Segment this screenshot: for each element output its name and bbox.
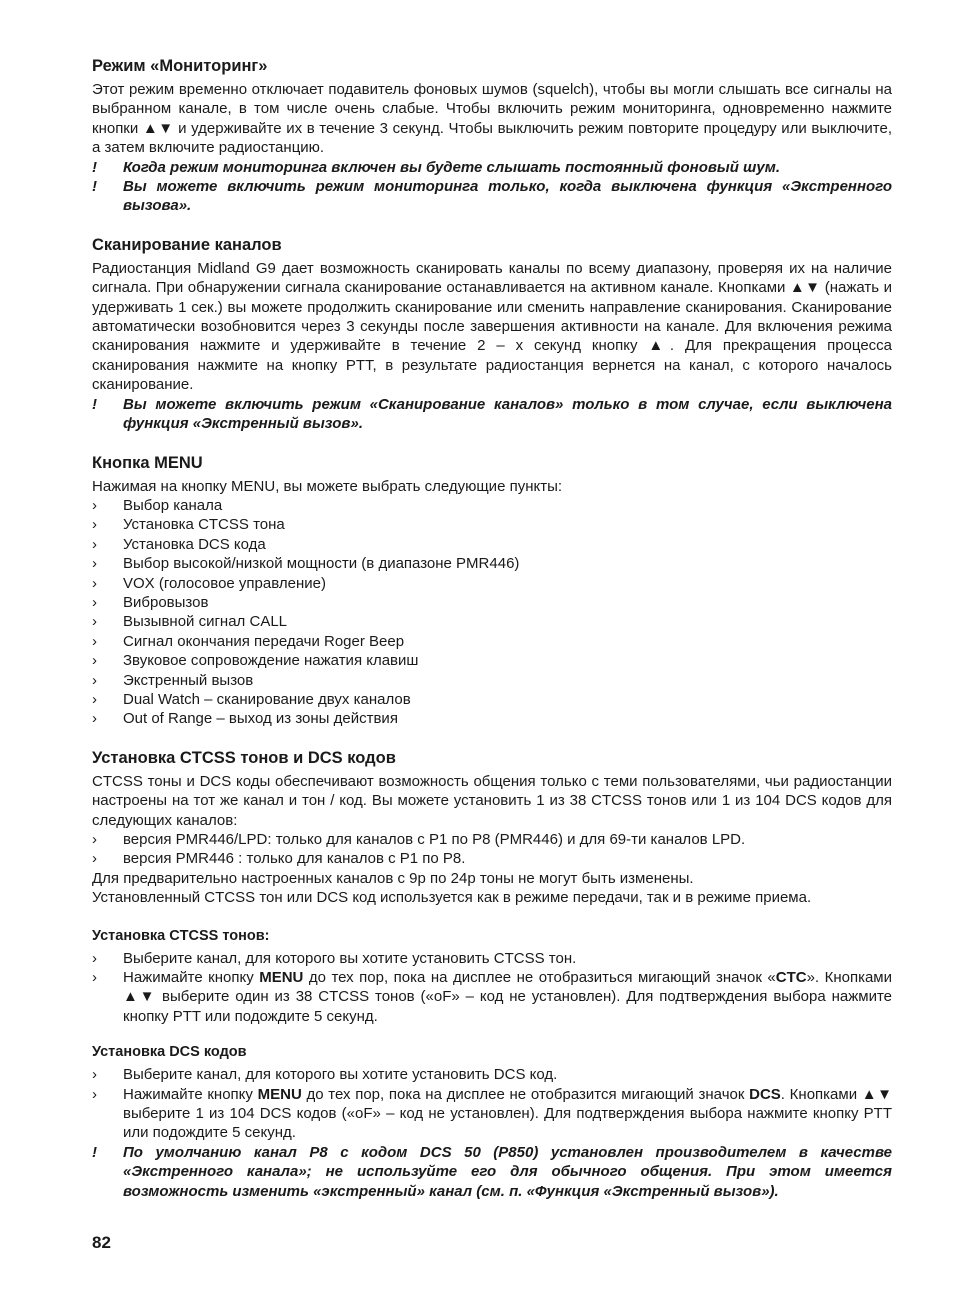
section-title-scanning: Сканирование каналов	[92, 235, 282, 254]
bullet-icon: ›	[92, 710, 97, 728]
dcs-steps-list	[92, 1065, 892, 1143]
section-title-menu: Кнопка MENU	[92, 453, 203, 472]
list-item: › Установка CTCSS тона	[92, 516, 285, 534]
section-scanning	[92, 235, 892, 434]
list-item: › Out of Range – выход из зоны действия	[92, 710, 398, 728]
bullet-icon: ›	[92, 671, 97, 689]
list-item: › Выбор канала	[92, 496, 223, 514]
exclamation-mark: !	[92, 158, 97, 176]
page-number: 82	[92, 1233, 111, 1252]
bullet-icon: ›	[92, 593, 97, 611]
section-ctcss-dcs	[92, 748, 892, 908]
warning-text: Вы можете включить режим мониторинга только, когда выключена функция «Экстренного вызова».	[123, 178, 892, 215]
list-item: › Выбор высокой/низкой мощности (в диапазоне PMR446)	[92, 555, 520, 573]
exclamation-mark: !	[92, 395, 97, 413]
section-title-ctcss-dcs: Установка CTCSS тонов и DCS кодов	[92, 748, 396, 767]
list-item: › VOX (голосовое управление)	[92, 574, 326, 592]
bullet-icon: ›	[92, 1066, 97, 1084]
ctcss-dcs-body: CTCSS тоны и DCS коды обеспечивают возможность общения только с теми пользователями, чьи радиостанции настроены на тот же канал и тон / код. Вы можете установить 1 из 38 CTCSS тонов или 1 из 104 DCS кодов для следующих каналов:	[92, 772, 892, 829]
list-item: › Нажимайте кнопку MENU до тех пор, пока на дисплее не отобразиться мигающий значок «CTC». Кнопками ▲▼ выберите один из 38 CTCSS тонов («oF» – код не установлен). Для подтверждения выбора нажмите кнопку PTT или подождите 5 секунд.	[92, 969, 892, 1025]
list-item: › версия PMR446/LPD: только для каналов с P1 по P8 (PMR446) и для 69-ти каналов LPD.	[92, 831, 746, 848]
bullet-icon: ›	[92, 535, 97, 553]
ctcss-dcs-paragraph: Установленный CTCSS тон или DCS код используется как в режиме передачи, так и в режиме приема.	[92, 889, 812, 907]
bullet-icon: ›	[92, 690, 97, 708]
bullet-icon: ›	[92, 949, 97, 967]
list-item: › Сигнал окончания передачи Roger Beep	[92, 632, 405, 650]
bullet-icon: ›	[92, 831, 97, 848]
section-menu	[92, 453, 892, 729]
list-item: › Выберите канал, для которого вы хотите установить CTCSS тон.	[92, 949, 577, 967]
warning-note	[92, 1143, 892, 1201]
ctcss-versions-list	[92, 830, 892, 869]
list-item: › Экстренный вызов	[92, 671, 254, 689]
bullet-icon: ›	[92, 850, 97, 868]
warning-text: По умолчанию канал P8 с кодом DCS 50 (P850) установлен производителем в качестве «Экстренного канала»; не используйте его для обычного общения. При этом имеется возможность изменить «экстренный» канал (см. п. «Функция «Экстренный вызов»).	[123, 1143, 892, 1200]
warning-text: Вы можете включить режим «Сканирование каналов» только в том случае, если выключена функция «Экстренный вызов».	[123, 395, 892, 433]
monitoring-body: Этот режим временно отключает подавитель фоновых шумов (squelch), чтобы вы могли слышать все сигналы на выбранном канале, в том числе очень слабые. Чтобы включить режим мониторинга, одновременно нажмите кнопки ▲▼ и удерживайте их в течение 3 секунд. Чтобы выключить режим повторите процедуру или выключите, а затем включите радиостанцию.	[92, 81, 892, 157]
warning-text: Когда режим мониторинга включен вы будете слышать постоянный фоновый шум.	[123, 158, 780, 176]
exclamation-mark: !	[92, 178, 97, 196]
list-item: › Звуковое сопровождение нажатия клавиш	[92, 652, 419, 670]
warning-note	[92, 158, 892, 177]
warning-note	[92, 177, 892, 216]
list-item: › Нажимайте кнопку MENU до тех пор, пока на дисплее не отобразится мигающий значок DCS. Кнопками ▲▼ выберите 1 из 104 DCS кодов («oF» – код не установлен). Для подтверждения выбора нажмите кнопку PTT или подождите 5 секунд.	[92, 1085, 893, 1142]
exclamation-mark: !	[92, 1143, 97, 1161]
bullet-icon: ›	[92, 1085, 97, 1103]
section-title-monitoring: Режим «Мониторинг»	[92, 57, 268, 75]
bullet-icon: ›	[92, 555, 97, 573]
subsection-title-dcs: Установка DCS кодов	[92, 1044, 247, 1061]
bullet-icon: ›	[92, 652, 97, 670]
list-item: › Установка DCS кода	[92, 535, 266, 553]
list-item: › версия PMR446 : только для каналов с P1 по P8.	[92, 850, 466, 868]
bullet-icon: ›	[92, 632, 97, 650]
list-item: › Вибровызов	[92, 593, 209, 611]
bullet-icon: ›	[92, 574, 97, 592]
ctcss-dcs-paragraph: Для предварительно настроенных каналов с 9p по 24p тоны не могут быть изменены.	[92, 869, 694, 887]
bullet-icon: ›	[92, 516, 97, 534]
section-ctcss-setup	[92, 927, 892, 1027]
list-item: › Вызывной сигнал CALL	[92, 613, 288, 631]
bullet-icon: ›	[92, 613, 97, 631]
bullet-icon: ›	[92, 496, 97, 514]
scanning-body: Радиостанция Midland G9 дает возможность сканировать каналы по всему диапазону, проверяя их на наличие сигнала. При обнаружении сигнала сканирование останавливается на активном канале. Кнопками ▲▼ (нажать и удерживать 1 сек.) вы можете продолжить сканирование или сменить направление сканирования. Сканирование автоматически возобновится через 3 секунды после завершения активности на канале. Для включения режима сканирования нажмите и удерживайте в течение 2 – х секунд кнопку ▲. Для прекращения процесса сканирования нажмите на кнопку PTT, в результате радиостанция вернется на канал, с которого началось сканирование.	[92, 259, 892, 394]
subsection-title-ctcss: Установка CTCSS тонов:	[92, 927, 270, 944]
menu-items-list	[92, 496, 892, 729]
list-item: › Dual Watch – сканирование двух каналов	[92, 690, 411, 708]
section-monitoring	[92, 56, 892, 216]
menu-intro: Нажимая на кнопку MENU, вы можете выбрать следующие пункты:	[92, 477, 563, 495]
list-item: › Выберите канал, для которого вы хотите установить DCS код.	[92, 1066, 558, 1084]
section-dcs-setup	[92, 1043, 892, 1201]
warning-note	[92, 395, 892, 434]
document-page	[92, 56, 892, 1201]
ctcss-steps-list	[92, 949, 892, 1027]
bullet-icon: ›	[92, 969, 97, 987]
